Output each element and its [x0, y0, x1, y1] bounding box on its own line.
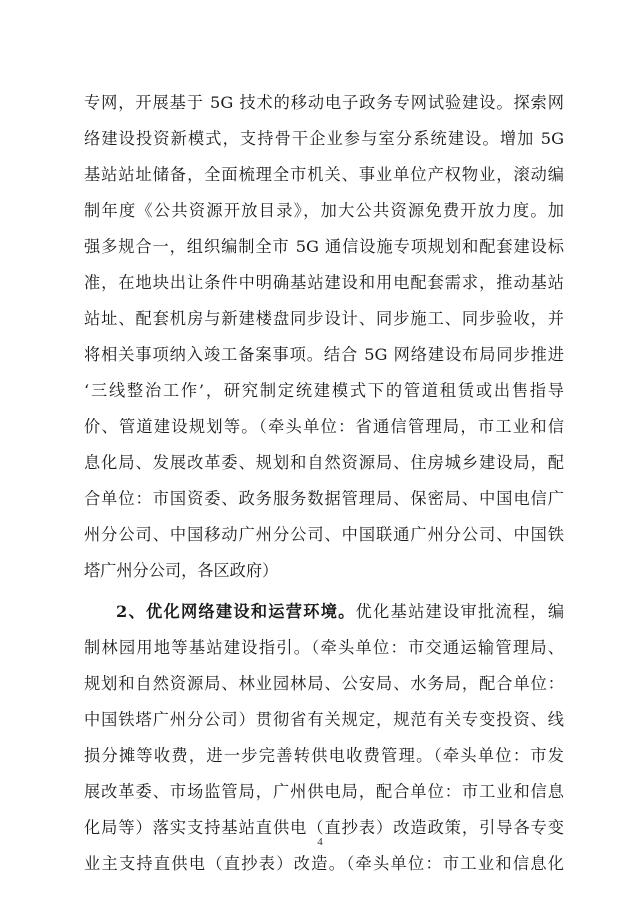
paragraph-1-line: 站址、配套机房与新建楼盘同步设计、同步施工、同步验收，并 — [84, 309, 564, 328]
paragraph-2-line: 损分摊等收费，进一步完善转供电收费管理。（牵头单位：市发 — [84, 746, 564, 765]
paragraph-2-line: 展改革委、市场监管局，广州供电局，配合单位：市工业和信息 — [84, 782, 564, 801]
paragraph-2-line: 规划和自然资源局、林业园林局、公安局、水务局，配合单位： — [84, 674, 564, 693]
paragraph-1-line: 将相关事项纳入竣工备案事项。结合 5G 网络建设布局同步推进 — [84, 345, 564, 364]
paragraph-1-line: 价、管道建设规划等。（牵头单位：省通信管理局，市工业和信 — [84, 417, 564, 436]
paragraph-1-line: 息化局、发展改革委、规划和自然资源局、住房城乡建设局，配 — [84, 453, 564, 472]
paragraph-1-line: 制年度《公共资源开放目录》，加大公共资源免费开放力度。加 — [84, 201, 564, 220]
paragraph-2-first-line-text: 优化基站建设审批流程，编 — [355, 602, 564, 621]
paragraph-1-line: 络建设投资新模式，支持骨干企业参与室分系统建设。增加 5G — [84, 129, 564, 148]
paragraph-1-line: 强多规合一，组织编制全市 5G 通信设施专项规划和配套建设标 — [84, 237, 564, 256]
paragraph-1-line: 州分公司、中国移动广州分公司、中国联通广州分公司、中国铁 — [84, 525, 564, 544]
paragraph-2-line: 化局等）落实支持基站直供电（直抄表）改造政策，引导各专变 — [84, 818, 564, 837]
page-number: 4 — [317, 836, 323, 848]
paragraph-1-line: 专网，开展基于 5G 技术的移动电子政务专网试验建设。探索网 — [84, 93, 564, 112]
paragraph-1-line: 合单位：市国资委、政务服务数据管理局、保密局、中国电信广 — [84, 489, 564, 508]
paragraph-1-line: ‘三线整治工作’，研究制定统建模式下的管道租赁或出售指导 — [84, 381, 564, 400]
paragraph-2-line: 业主支持直供电（直抄表）改造。（牵头单位：市工业和信息化 — [84, 854, 564, 873]
section-heading: 2、优化网络建设和运营环境。 — [116, 602, 356, 621]
paragraph-1-line: 基站站址储备，全面梳理全市机关、事业单位产权物业，滚动编 — [84, 165, 564, 184]
paragraph-1-line: 准，在地块出让条件中明确基站建设和用电配套需求，推动基站 — [84, 273, 564, 292]
paragraph-1-line: 塔广州分公司，各区政府） — [84, 561, 279, 580]
paragraph-2-line: 制林园用地等基站建设指引。（牵头单位：市交通运输管理局、 — [84, 638, 564, 657]
paragraph-2-line: 中国铁塔广州分公司）贯彻省有关规定，规范有关专变投资、线 — [84, 710, 564, 729]
paragraph-2-first-line — [116, 601, 564, 623]
